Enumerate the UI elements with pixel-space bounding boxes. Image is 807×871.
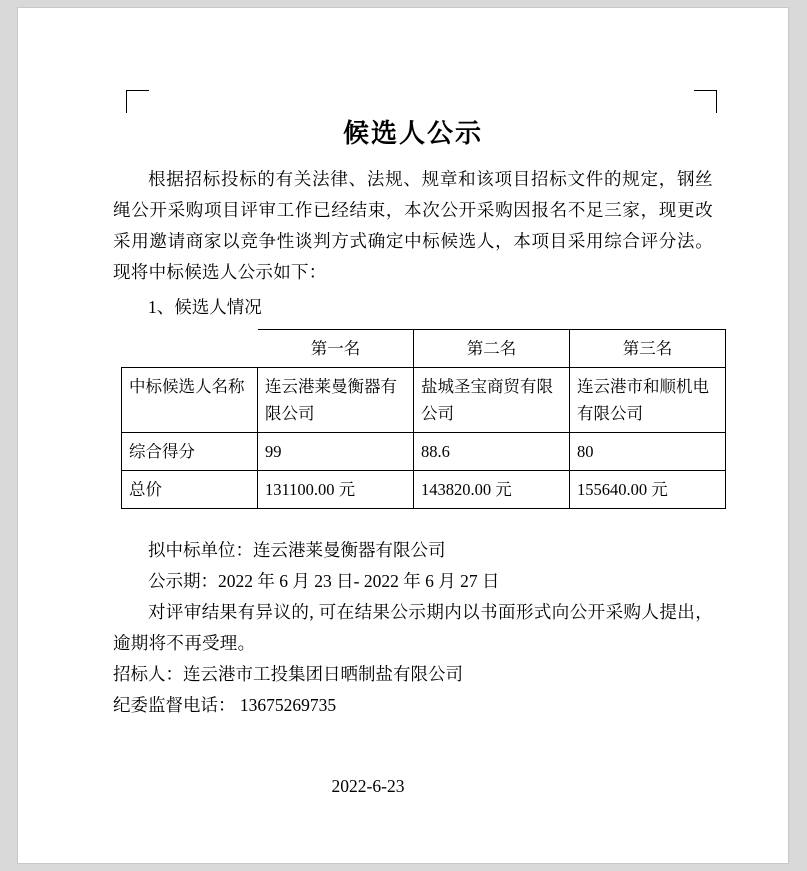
row-label-score: 综合得分	[122, 433, 258, 471]
table-header-rank2: 第二名	[414, 330, 570, 368]
page-title: 候选人公示	[342, 119, 483, 148]
objection-paragraph: 对评审结果有异议的, 可在结果公示期内以书面形式向公开采购人提出，逾期将不再受理。	[113, 602, 713, 653]
table-header-row	[122, 330, 726, 368]
supervision-phone-line: 纪委监督电话： 13675269735	[113, 695, 337, 715]
cell-score-rank2: 88.6	[414, 433, 570, 471]
cell-price-rank1: 131100.00 元	[258, 471, 414, 509]
candidates-table	[121, 329, 726, 509]
cell-score-rank1: 99	[258, 433, 414, 471]
cell-score-rank3: 80	[570, 433, 726, 471]
row-label-total-price: 总价	[122, 471, 258, 509]
document-date: 2022-6-23	[331, 776, 405, 796]
intro-paragraph: 根据招标投标的有关法律、法规、规章和该项目招标文件的规定，钢丝绳公开采购项目评审工作已经结束，本次公开采购因报名不足三家，现更改采用邀请商家以竞争性谈判方式确定中标候选人，本项目采用综合评分法。现将中标候选人公示如下：	[113, 169, 713, 282]
table-row	[122, 433, 726, 471]
footer-block	[113, 535, 713, 721]
section-label-candidates: 1、候选人情况	[148, 297, 262, 317]
table-header-rank1: 第一名	[258, 330, 414, 368]
winning-bidder-line: 拟中标单位：连云港莱曼衡器有限公司	[148, 540, 446, 560]
tenderer-line: 招标人：连云港市工投集团日晒制盐有限公司	[113, 664, 463, 684]
cell-name-rank3: 连云港市和顺机电有限公司	[570, 368, 726, 433]
cell-name-rank1: 连云港莱曼衡器有限公司	[258, 368, 414, 433]
document-content	[113, 83, 713, 797]
cell-price-rank2: 143820.00 元	[414, 471, 570, 509]
cell-name-rank2: 盐城圣宝商贸有限公司	[414, 368, 570, 433]
document-page	[18, 8, 788, 863]
table-row	[122, 471, 726, 509]
notice-period-line: 公示期：2022 年 6 月 23 日- 2022 年 6 月 27 日	[148, 571, 500, 591]
table-row	[122, 368, 726, 433]
row-label-name: 中标候选人名称	[122, 368, 258, 433]
cell-price-rank3: 155640.00 元	[570, 471, 726, 509]
table-header-blank	[122, 330, 258, 368]
table-header-rank3: 第三名	[570, 330, 726, 368]
